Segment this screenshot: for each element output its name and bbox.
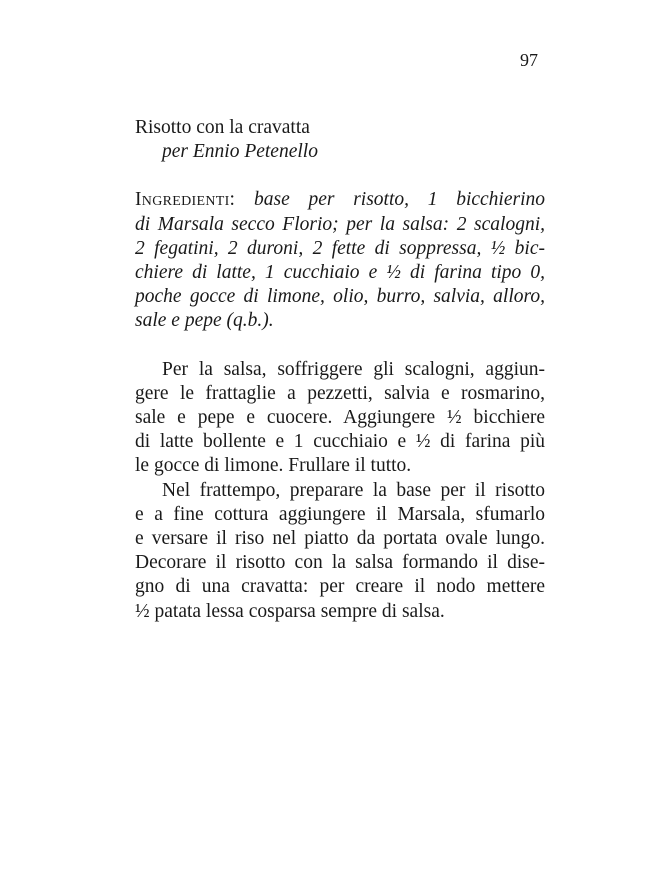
paragraph-line: gere le frattaglie a pezzetti, salvia e rosmarino, (135, 382, 545, 404)
instructions-paragraph-2 (135, 479, 545, 624)
paragraph-line: e a fine cottura aggiungere il Marsala, sfumarlo (135, 503, 545, 525)
page-number: 97 (520, 50, 538, 70)
ingredients-text: base per risotto, 1 bicchierino (254, 189, 546, 211)
ingredients-line: poche gocce di limone, olio, burro, salvia, alloro, (135, 286, 545, 308)
ingredients-line: sale e pepe (q.b.). (135, 310, 274, 332)
ingredients-label: Ingredienti: (135, 189, 236, 211)
spacer (135, 164, 545, 188)
paragraph-line: Nel frattempo, preparare la base per il risotto (162, 479, 545, 501)
spacer (135, 334, 545, 358)
paragraph-line: Per la salsa, soffriggere gli scalogni, aggiun- (162, 358, 545, 380)
paragraph-line: di latte bollente e 1 cucchiaio e ½ di farina più (135, 431, 545, 453)
ingredients-line: 2 fegatini, 2 duroni, 2 fette di soppressa, ½ bic- (135, 237, 545, 259)
recipe-author: per Ennio Petenello (162, 141, 318, 163)
paragraph-line: e versare il riso nel piatto da portata ovale lungo. (135, 528, 545, 550)
paragraph-line: Decorare il risotto con la salsa formando il dise- (135, 552, 545, 574)
paragraph-line: le gocce di limone. Frullare il tutto. (135, 455, 412, 477)
ingredients-block (135, 188, 545, 333)
ingredients-line: chiere di latte, 1 cucchiaio e ½ di farina tipo 0, (135, 262, 545, 284)
recipe-title: Risotto con la cravatta (135, 117, 310, 138)
instructions-paragraph-1 (135, 358, 545, 479)
ingredients-line: di Marsala secco Florio; per la salsa: 2 scalogni, (135, 213, 545, 235)
paragraph-line: sale e pepe e cuocere. Aggiungere ½ bicchiere (135, 407, 545, 429)
paragraph-line: gno di una cravatta: per creare il nodo mettere (135, 576, 545, 598)
recipe-content (135, 116, 545, 624)
paragraph-line: ½ patata lessa cosparsa sempre di salsa. (135, 600, 445, 622)
ingredients-line (135, 188, 545, 212)
